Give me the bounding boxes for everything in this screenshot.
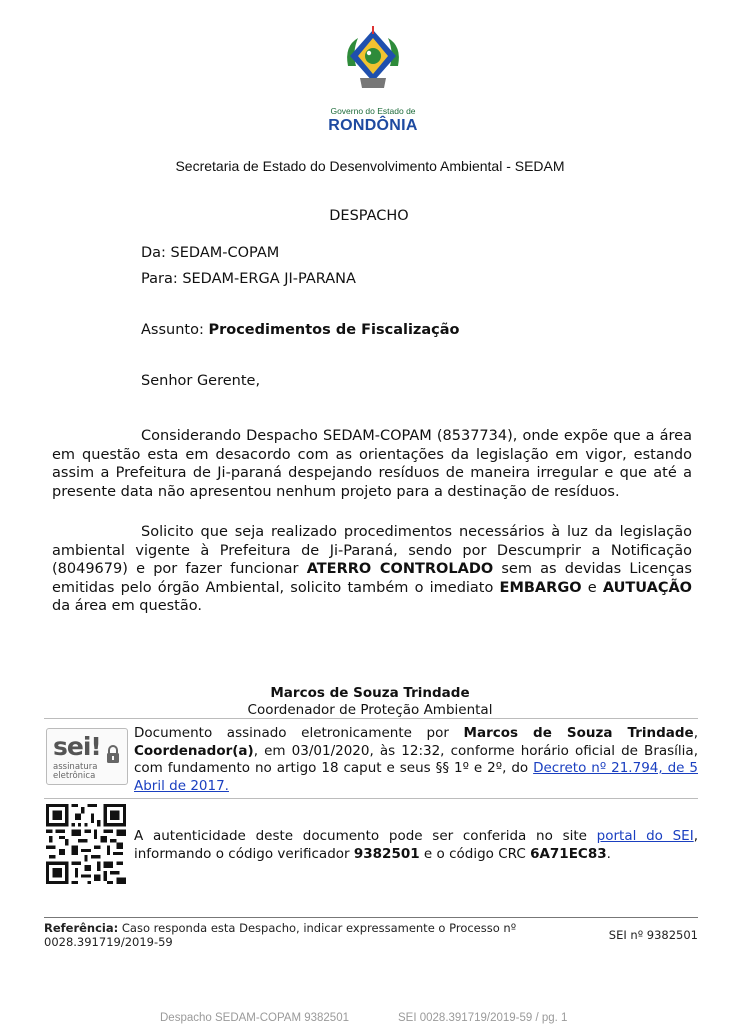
paragraph-1: Considerando Despacho SEDAM-COPAM (8537734), onde expõe que a área em questão esta em desacordo com as orientações da legislação em vigor, estando assim a Prefeitura de Ji-paraná despejando resíduos de maneira irregular e que até a presente data não apresentou nenhum projeto para a destinação de resíduos. xyxy=(52,428,692,500)
divider xyxy=(44,798,698,799)
from-line: Da: SEDAM-COPAM xyxy=(141,245,280,261)
reference-label: Referência: xyxy=(44,921,119,935)
document-title: DESPACHO xyxy=(329,208,409,224)
sei-logo-subtitle: assinatura eletrônica xyxy=(53,762,98,781)
signer-name: Marcos de Souza Trindade xyxy=(270,685,470,701)
electronic-signature-text: Documento assinado eletronicamente por Marcos de Souza Trindade, Coordenador(a), em 03/01/2020, às 12:32, conforme horário oficial de Brasília, com fundamento no artigo 18 caput e seus §§ 1º e 2º, do Decreto nº 21.794, de 5 Abril de 2017. xyxy=(134,725,698,794)
lock-icon xyxy=(105,744,121,764)
embargo-bold: EMBARGO xyxy=(499,579,582,596)
subject-line xyxy=(141,322,459,338)
qr-code-icon xyxy=(46,804,126,884)
autuacao-bold: AUTUAÇÃO xyxy=(602,579,693,596)
footer-document-id: Despacho SEDAM-COPAM 9382501 xyxy=(160,1012,349,1024)
portal-sei-link[interactable]: portal do SEI xyxy=(596,828,694,844)
reference-note: Referência: Caso responda esta Despacho, indicar expressamente o Processo nº 0028.391719/2019-59 xyxy=(44,921,517,949)
sei-number: SEI nº 9382501 xyxy=(608,928,698,942)
footer-process-page: SEI 0028.391719/2019-59 / pg. 1 xyxy=(398,1012,568,1024)
divider xyxy=(44,718,698,719)
decree-link[interactable]: Decreto nº 21.794, de 5 Abril de 2017. xyxy=(134,760,698,794)
authenticity-text: A autenticidade deste documento pode ser conferida no site portal do SEI, informando o código verificador 9382501 e o código CRC 6A71EC83. xyxy=(134,828,698,862)
crc-code: 6A71EC83 xyxy=(530,845,607,862)
secretaria-heading: Secretaria de Estado do Desenvolvimento Ambiental - SEDAM xyxy=(175,158,565,174)
subject-label: Assunto: xyxy=(141,322,209,338)
paragraph-2: Solicito que seja realizado procedimentos necessários à luz da legislação ambiental vigente à Prefeitura de Ji-Paraná, sendo por Descumprir a Notificação (8049679) e por fazer funcionar ATERRO CONTROLADO sem as devidas Licenças emitidas pelo órgão Ambiental, solicito também o imediato EMBARGO e AUTUAÇÃO da área em questão. xyxy=(52,524,693,614)
verifier-code: 9382501 xyxy=(353,845,420,862)
to-line: Para: SEDAM-ERGA JI-PARANA xyxy=(141,271,356,287)
subject-value: Procedimentos de Fiscalização xyxy=(208,322,460,338)
state-name: RONDÔNIA xyxy=(328,117,418,134)
sei-signature-logo xyxy=(46,728,128,785)
sei-logo-text: sei! xyxy=(53,732,101,761)
rondonia-crest-logo xyxy=(338,26,408,96)
greeting: Senhor Gerente, xyxy=(141,373,261,389)
signer-role: Coordenador de Proteção Ambiental xyxy=(247,702,493,718)
aterro-bold: ATERRO CONTROLADO xyxy=(306,561,494,577)
divider xyxy=(44,917,698,918)
gov-label: Governo do Estado de xyxy=(330,106,416,116)
